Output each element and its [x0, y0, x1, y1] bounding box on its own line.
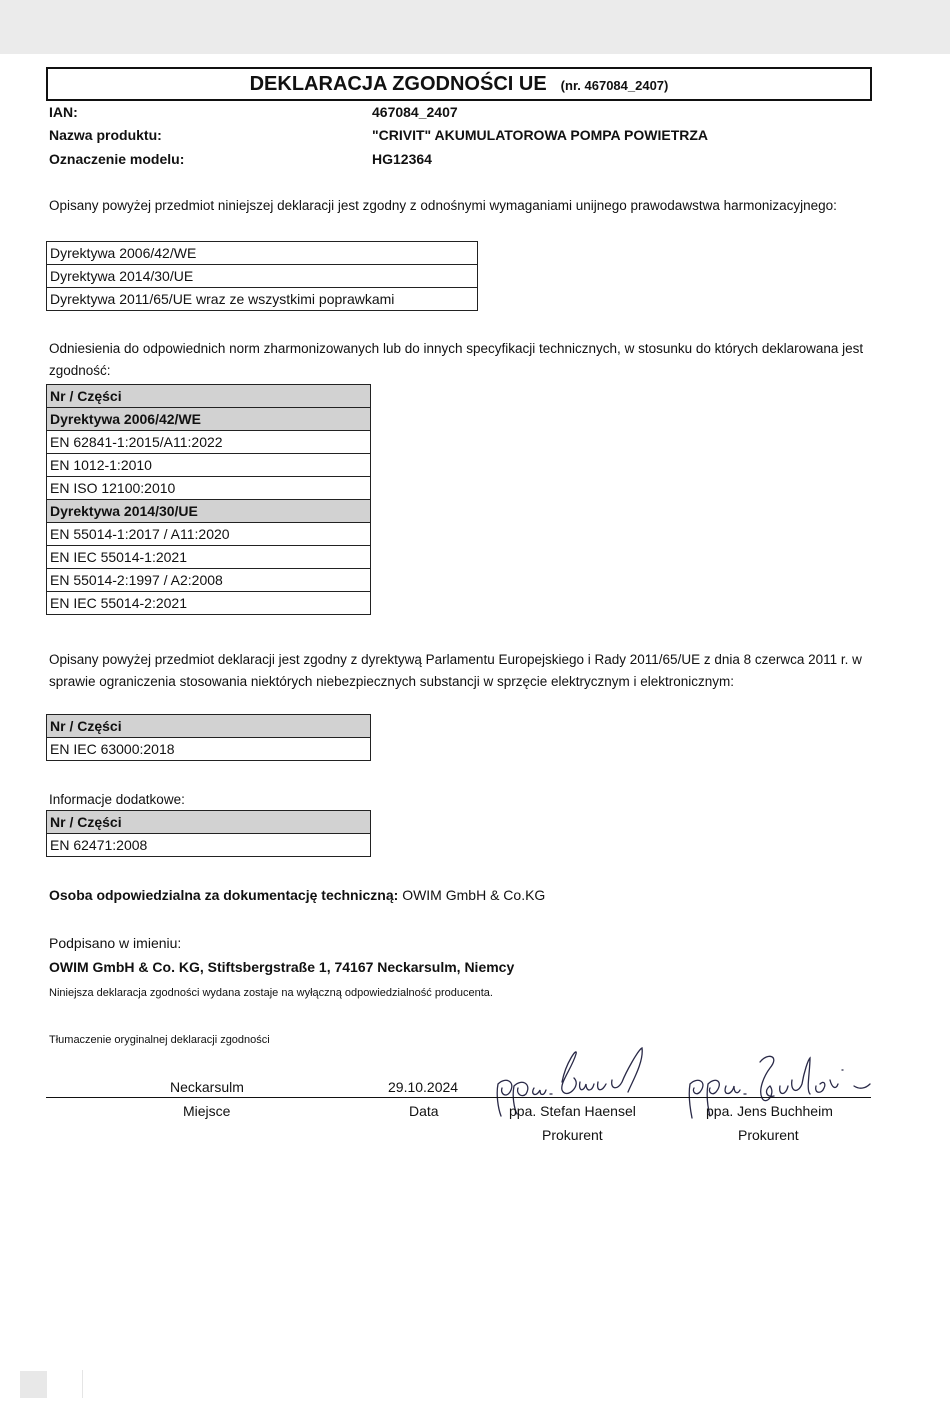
responsible-person-value: OWIM GmbH & Co.KG	[402, 887, 546, 903]
signer2-name: ppa. Jens Buchheim	[706, 1103, 833, 1119]
table-row: EN IEC 55014-2:2021	[47, 592, 371, 615]
table-row: EN 62471:2008	[47, 834, 371, 857]
table-row: EN ISO 12100:2010	[47, 477, 371, 500]
table-row: EN IEC 55014-1:2021	[47, 546, 371, 569]
translation-note: Tłumaczenie oryginalnej deklaracji zgodności	[49, 1034, 270, 1046]
date-value: 29.10.2024	[388, 1079, 459, 1095]
rohs-paragraph: Opisany powyżej przedmiot deklaracji jest zgodny z dyrektywą Parlamentu Europejskiego i Rady 2011/65/UE z dnia 8 czerwca 2011 r. w sprawie ograniczenia stosowania niektórych niebezpiecznych substancji w sprzęcie elektrycznym i elektronicznym:	[49, 652, 862, 689]
model-value: HG12364	[372, 151, 432, 167]
table-header: Nr / Części	[47, 811, 371, 834]
directive-row: Dyrektywa 2006/42/WE	[47, 242, 478, 265]
signature-line	[46, 1097, 871, 1098]
standards-intro-paragraph: Odniesienia do odpowiednich norm zharmonizowanych lub do innych specyfikacji technicznych, w stosunku do których deklarowana jest zgodność:	[49, 341, 864, 378]
product-name-label: Nazwa produktu:	[49, 127, 162, 143]
ian-label: IAN:	[49, 104, 78, 120]
responsible-person-label: Osoba odpowiedzialna za dokumentację techniczną:	[49, 887, 399, 903]
table-header: Dyrektywa 2006/42/WE	[47, 408, 371, 431]
ian-value: 467084_2407	[372, 104, 458, 120]
place-label: Miejsce	[183, 1103, 231, 1119]
responsible-person-line	[49, 886, 545, 904]
top-margin-band	[0, 0, 950, 54]
table-row: EN 55014-2:1997 / A2:2008	[47, 569, 371, 592]
table-row: EN 1012-1:2010	[47, 454, 371, 477]
signed-company: OWIM GmbH & Co. KG, Stiftsbergstraße 1, 74167 Neckarsulm, Niemcy	[49, 959, 515, 975]
signed-on-behalf-label: Podpisano w imieniu:	[49, 935, 182, 951]
table-row: EN 55014-1:2017 / A11:2020	[47, 523, 371, 546]
intro-paragraph: Opisany powyżej przedmiot niniejszej deklaracji jest zgodny z odnośnymi wymaganiami unijnego prawodawstwa harmonizacyjnego:	[49, 198, 837, 213]
standards-table	[46, 384, 371, 615]
place-value: Neckarsulm	[170, 1079, 244, 1095]
table-header: Nr / Części	[47, 715, 371, 738]
table-header: Dyrektywa 2014/30/UE	[47, 500, 371, 523]
model-label: Oznaczenie modelu:	[49, 151, 185, 167]
signer1-role: Prokurent	[542, 1127, 603, 1143]
additional-table	[46, 810, 371, 857]
signer2-role: Prokurent	[738, 1127, 799, 1143]
declaration-number: (nr. 467084_2407)	[560, 78, 669, 93]
page-corner-mark	[20, 1371, 47, 1398]
declaration-title-box	[46, 67, 872, 101]
rohs-table	[46, 714, 371, 761]
table-row: EN 62841-1:2015/A11:2022	[47, 431, 371, 454]
directive-row: Dyrektywa 2011/65/UE wraz ze wszystkimi poprawkami	[47, 288, 478, 311]
page-corner-divider	[82, 1370, 83, 1398]
directives-table	[46, 241, 478, 311]
table-row: EN IEC 63000:2018	[47, 738, 371, 761]
signer1-name: ppa. Stefan Haensel	[509, 1103, 636, 1119]
date-label: Data	[409, 1103, 439, 1119]
declaration-title: DEKLARACJA ZGODNOŚCI UE	[249, 73, 547, 95]
additional-info-label: Informacje dodatkowe:	[49, 792, 185, 807]
table-header: Nr / Części	[47, 385, 371, 408]
responsibility-note: Niniejsza deklaracja zgodności wydana zostaje na wyłączną odpowiedzialność producenta.	[49, 987, 493, 999]
product-name-value: "CRIVIT" AKUMULATOROWA POMPA POWIETRZA	[372, 127, 709, 143]
directive-row: Dyrektywa 2014/30/UE	[47, 265, 478, 288]
